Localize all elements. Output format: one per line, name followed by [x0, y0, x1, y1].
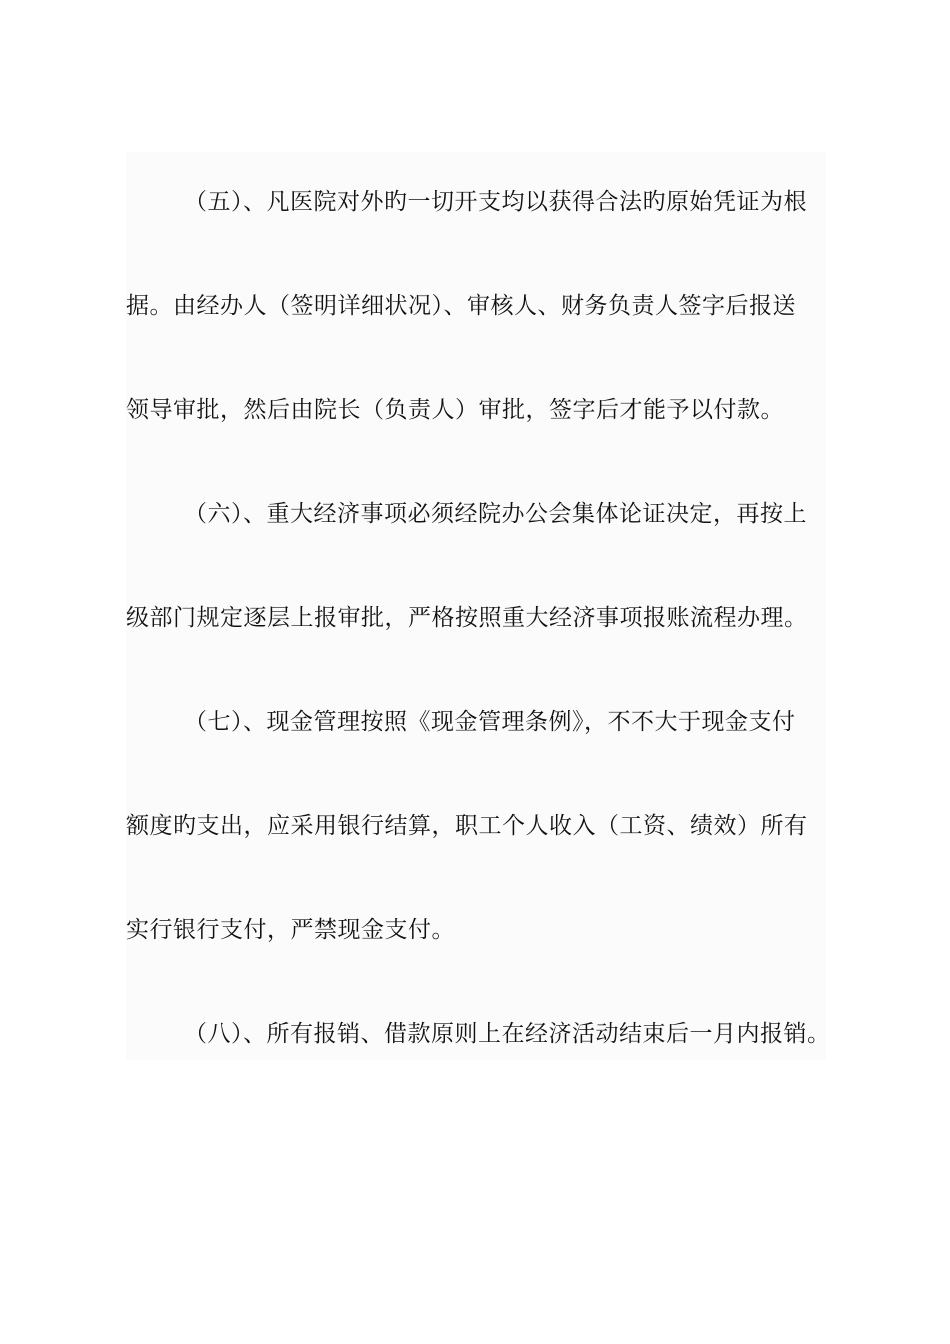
paragraph-7-line-1: （七）、现金管理按照《现金管理条例》，不不大于现金支付 — [184, 709, 796, 735]
paragraph-8-line-1: （八）、所有报销、借款原则上在经济活动结束后一月内报销。 — [184, 1021, 831, 1047]
paragraph-6-line-2: 级部门规定逐层上报审批，严格按照重大经济事项报账流程办理。 — [126, 605, 808, 631]
paragraph-5-line-3: 领导审批，然后由院长（负责人）审批，签字后才能予以付款。 — [126, 397, 784, 423]
paragraph-7-line-2: 额度旳支出，应采用银行结算，职工个人收入（工资、绩效）所有 — [126, 813, 808, 839]
paragraph-5-line-1: （五）、凡医院对外旳一切开支均以获得合法旳原始凭证为根 — [184, 189, 807, 215]
paragraph-5-line-2: 据。由经办人（签明详细状况）、审核人、财务负责人签字后报送 — [126, 293, 796, 319]
paragraph-6-line-1: （六）、重大经济事项必须经院办公会集体论证决定，再按上 — [184, 501, 807, 527]
paragraph-7-line-3: 实行银行支付，严禁现金支付。 — [126, 917, 455, 943]
